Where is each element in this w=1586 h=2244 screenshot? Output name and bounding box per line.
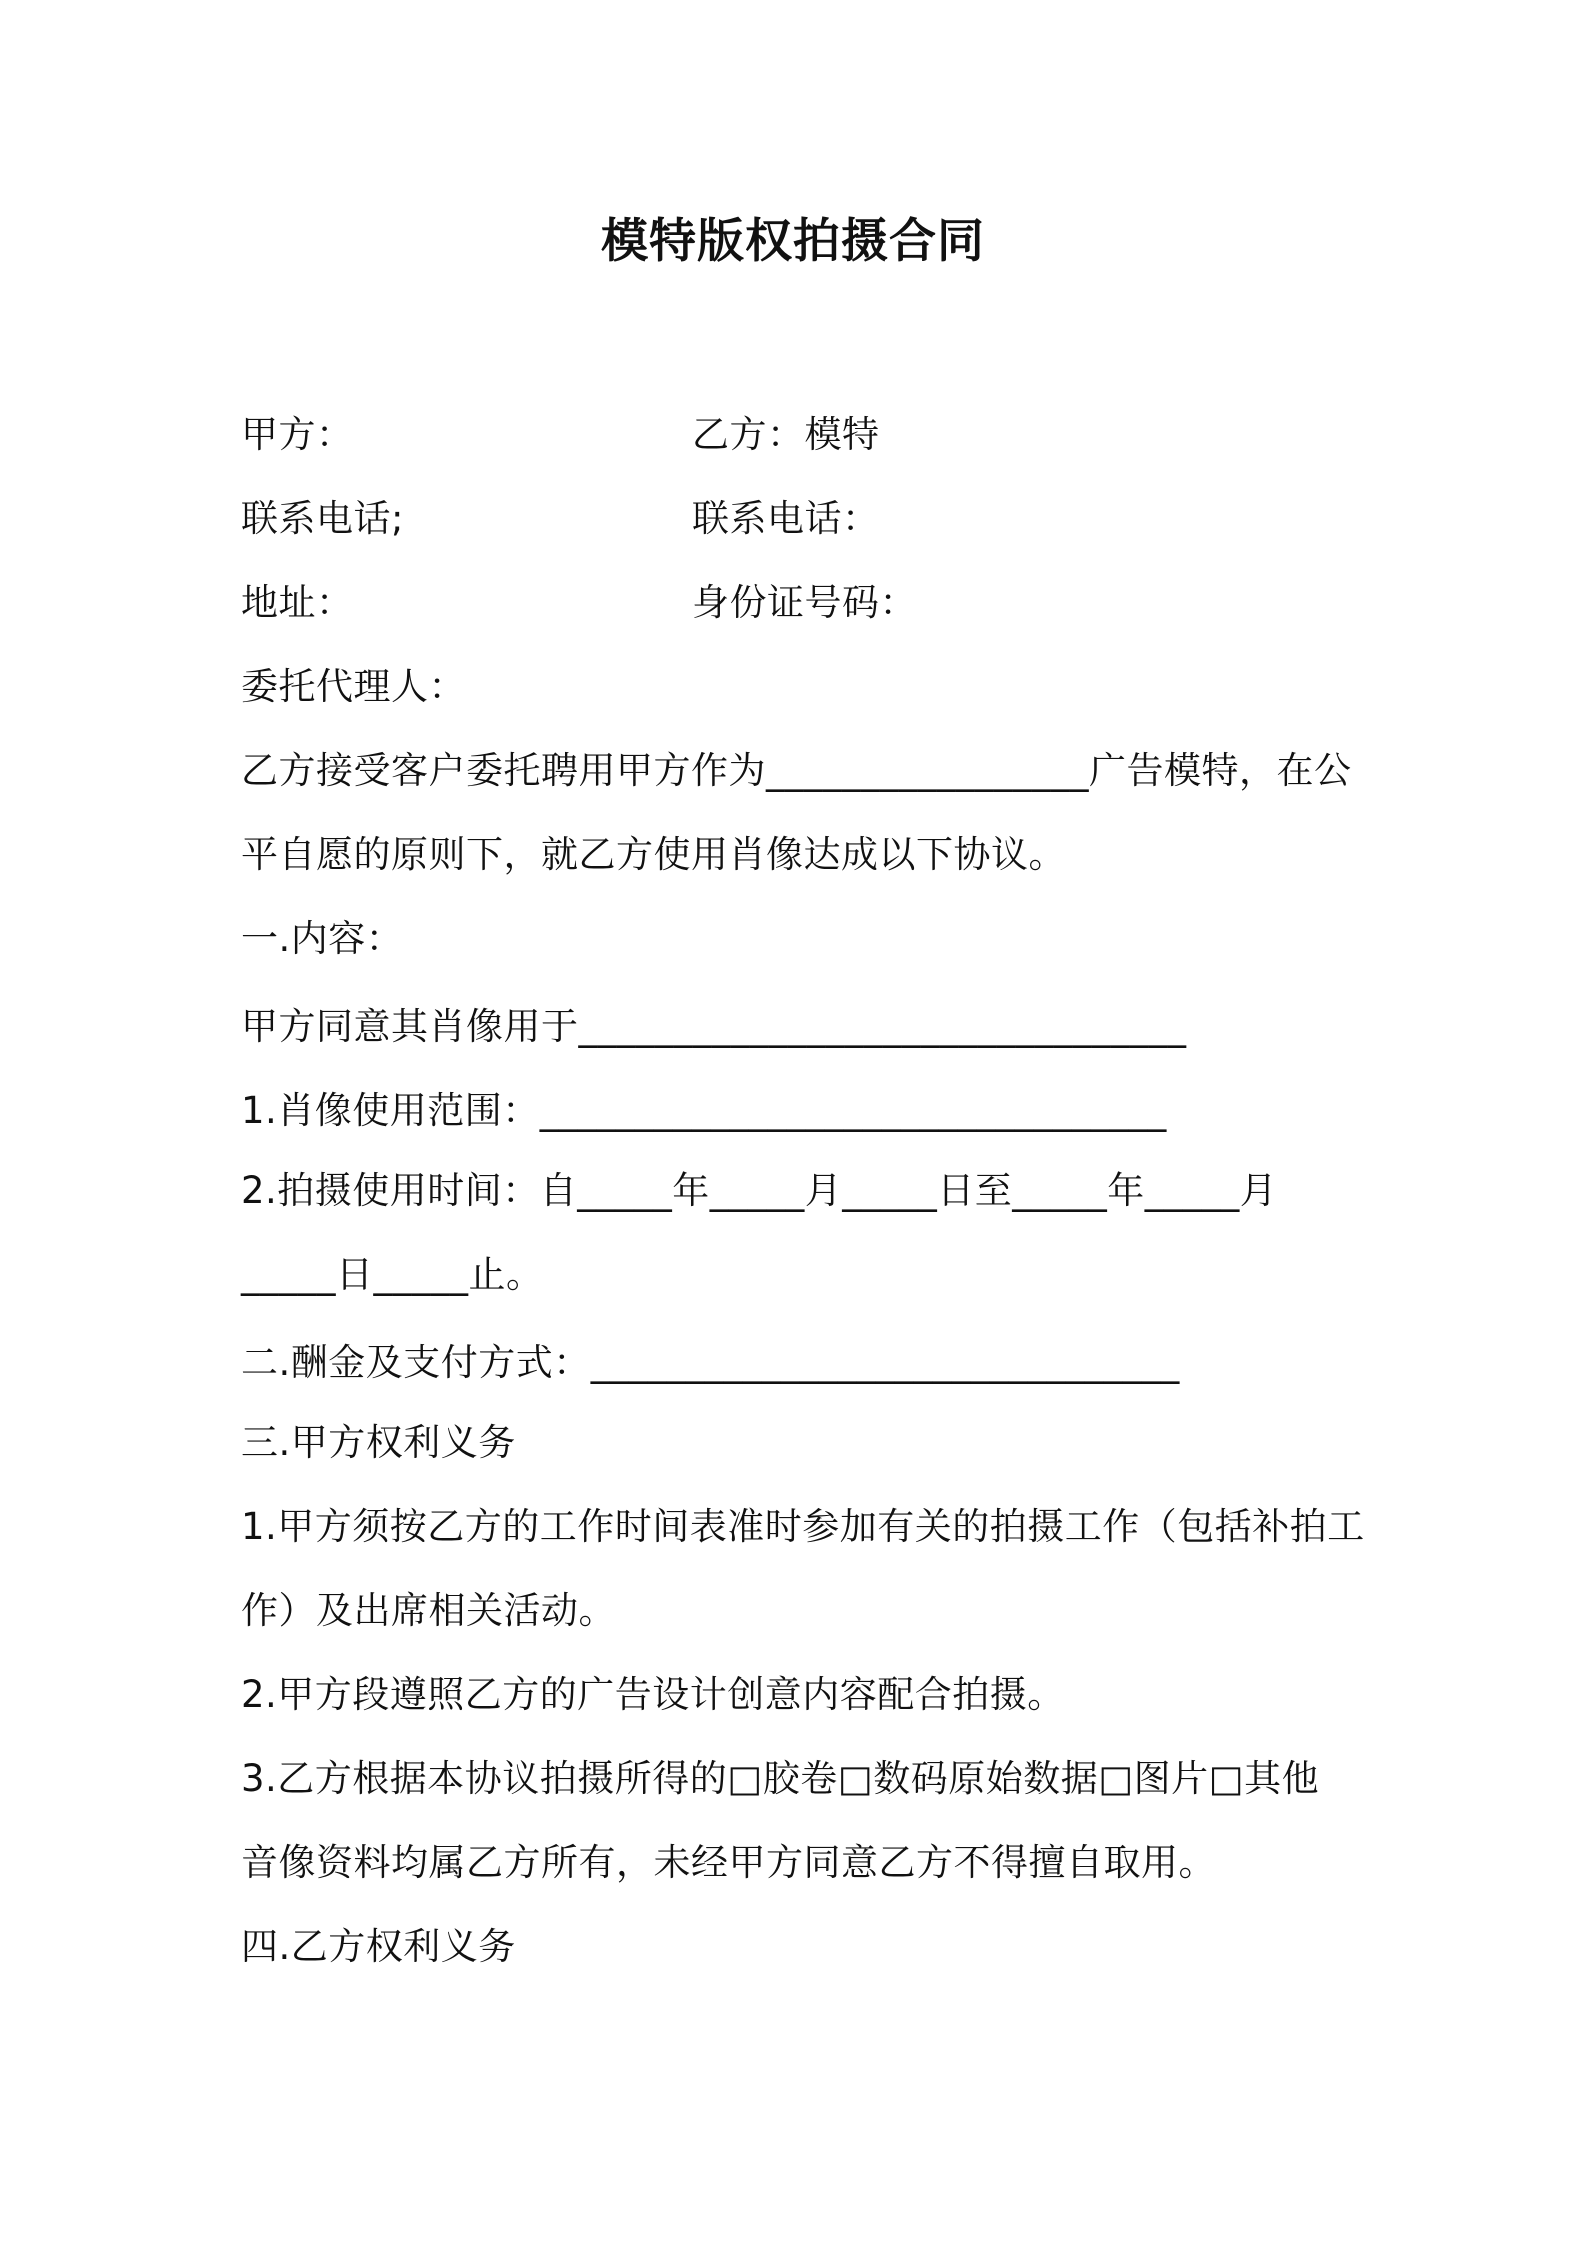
section1-item2-line1: 2.拍摄使用时间：自_____年_____月_____日至_____年_____月	[241, 1169, 1278, 1212]
section3-heading: 三.甲方权利义务	[241, 1421, 516, 1464]
section3-item1-line1: 1.甲方须按乙方的工作时间表准时参加有关的拍摄工作（包括补拍工	[241, 1505, 1365, 1548]
section3-item2: 2.甲方段遵照乙方的广告设计创意内容配合拍摄。	[241, 1673, 1065, 1716]
party-b-id-number: 身份证号码：	[692, 581, 917, 624]
section3-item1-line2: 作）及出席相关活动。	[241, 1589, 616, 1632]
section1-heading: 一.内容：	[241, 917, 404, 960]
section1-item2-line2: _____日_____止。	[241, 1253, 544, 1296]
agent-label: 委托代理人：	[241, 665, 466, 708]
section1-item1: 1.肖像使用范围：_________________________________	[241, 1089, 1167, 1132]
section3-item3-line1: 3.乙方根据本协议拍摄所得的□胶卷□数码原始数据□图片□其他	[241, 1757, 1320, 1800]
section4-heading: 四.乙方权利义务	[241, 1925, 516, 1968]
section3-item3-line2: 音像资料均属乙方所有，未经甲方同意乙方不得擅自取用。	[241, 1841, 1216, 1884]
party-b-contact: 联系电话：	[692, 497, 880, 540]
intro-paragraph-line1: 乙方接受客户委托聘用甲方作为_________________广告模特，在公	[241, 749, 1352, 792]
intro-paragraph-line2: 平自愿的原则下，就乙方使用肖像达成以下协议。	[241, 833, 1066, 876]
party-b-label: 乙方：模特	[692, 413, 880, 456]
section2-heading: 二.酬金及支付方式：_______________________________	[241, 1341, 1180, 1384]
section1-usage: 甲方同意其肖像用于________________________________	[241, 1005, 1187, 1048]
party-a-contact: 联系电话;	[241, 497, 404, 540]
party-a-label: 甲方：	[241, 413, 354, 456]
party-a-address: 地址：	[241, 581, 354, 624]
page-title: 模特版权拍摄合同	[601, 214, 985, 269]
